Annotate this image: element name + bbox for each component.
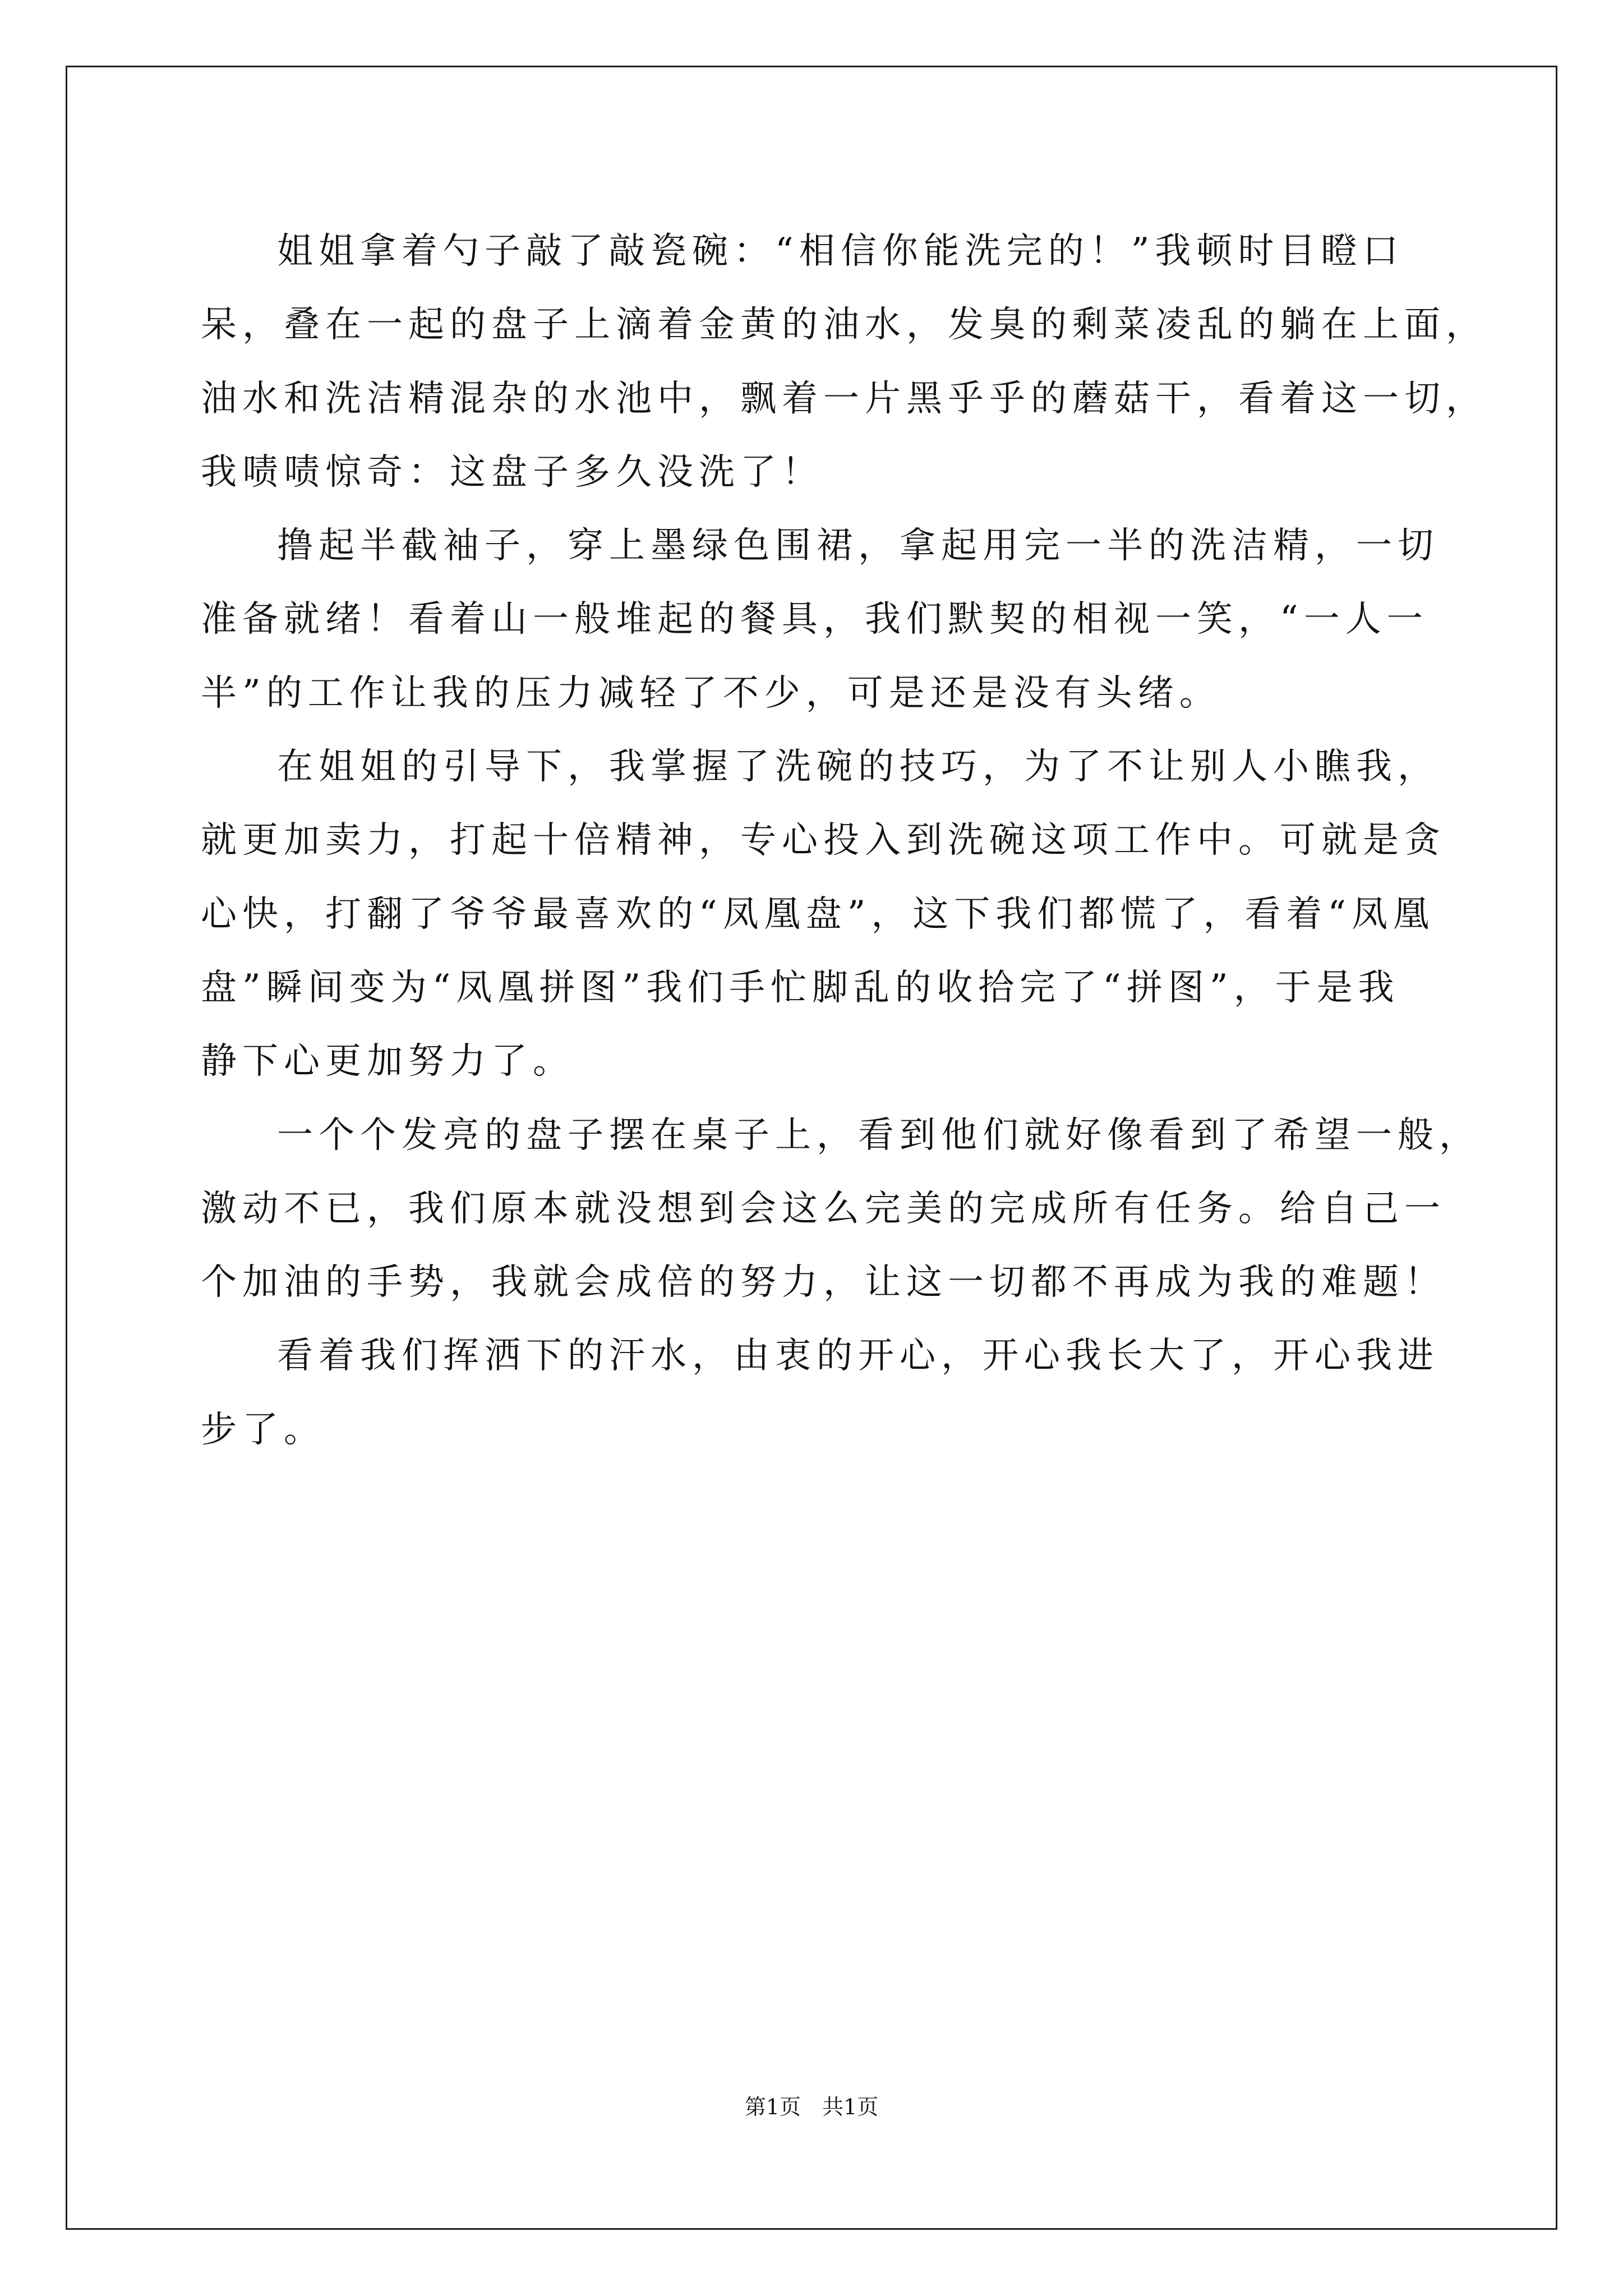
document-body xyxy=(201,215,1487,1467)
paragraph-line: 一个个发亮的盘子摆在桌子上，看到他们就好像看到了希望一般， xyxy=(277,1114,1481,1156)
paragraph-line: 姐姐拿着勺子敲了敲瓷碗：“相信你能洗完的！”我顿时目瞪口 xyxy=(277,231,1404,272)
paragraph-line: 个加油的手势，我就会成倍的努力，让这一切都不再成为我的难题！ xyxy=(201,1262,1446,1304)
paragraph-line: 油水和洗洁精混杂的水池中，飘着一片黑乎乎的蘑菇干，看着这一切， xyxy=(201,378,1487,420)
paragraph-line: 步了。 xyxy=(201,1409,325,1451)
page-footer: 第1页 共1页 xyxy=(744,2095,879,2119)
paragraph-line: 在姐姐的引导下，我掌握了洗碗的技巧，为了不让别人小瞧我， xyxy=(277,746,1439,788)
paragraph-line: 看着我们挥洒下的汗水，由衷的开心，开心我长大了，开心我进 xyxy=(277,1335,1439,1377)
paragraph-line: 撸起半截袖子，穿上墨绿色围裙，拿起用完一半的洗洁精，一切 xyxy=(277,525,1439,567)
paragraph-line: 静下心更加努力了。 xyxy=(201,1041,574,1083)
paragraph-line: 准备就绪！看着山一般堆起的餐具，我们默契的相视一笑，“一人一 xyxy=(201,599,1428,641)
paragraph-line: 呆，叠在一起的盘子上滴着金黄的油水，发臭的剩菜凌乱的躺在上面， xyxy=(201,304,1487,346)
paragraph-line: 半”的工作让我的压力减轻了不少，可是还是没有头绪。 xyxy=(201,672,1221,714)
paragraph-line: 盘”瞬间变为“凤凰拼图”我们手忙脚乱的收拾完了“拼图”，于是我 xyxy=(201,967,1400,1009)
paragraph-line: 就更加卖力，打起十倍精神，专心投入到洗碗这项工作中。可就是贪 xyxy=(201,820,1446,862)
paragraph-line: 激动不已，我们原本就没想到会这么完美的完成所有任务。给自己一 xyxy=(201,1188,1446,1230)
paragraph-line: 心快，打翻了爷爷最喜欢的“凤凰盘”，这下我们都慌了，看着“凤凰 xyxy=(201,893,1435,935)
paragraph-line: 我啧啧惊奇：这盘子多久没洗了！ xyxy=(201,451,823,493)
